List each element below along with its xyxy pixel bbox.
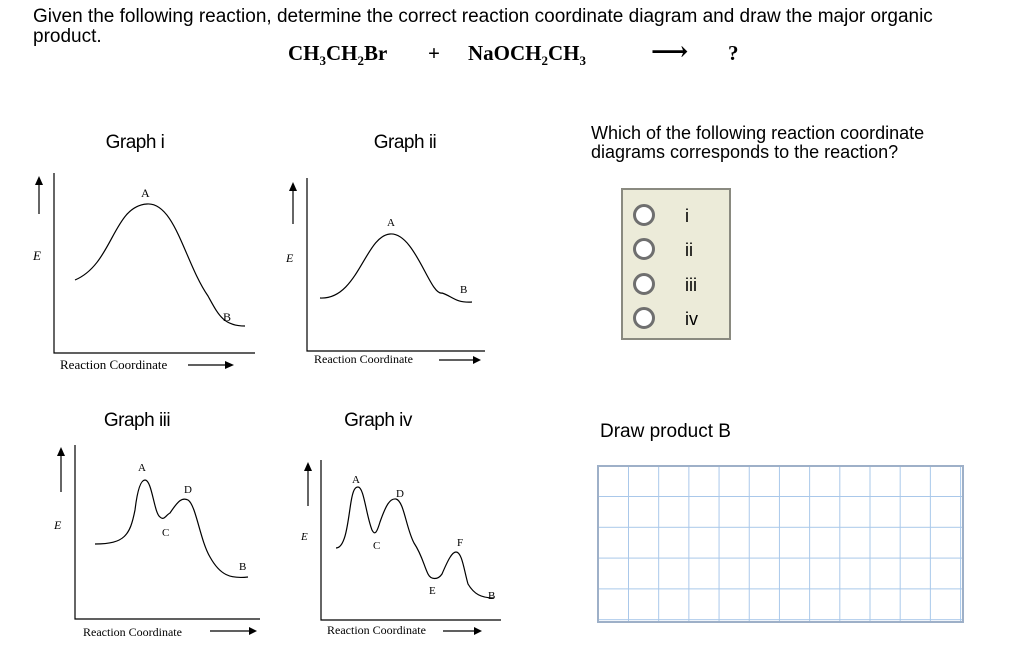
graph-i — [25, 168, 255, 383]
point-label: A — [387, 217, 395, 229]
point-label: C — [162, 527, 170, 539]
point-label: B — [239, 561, 247, 573]
point-label: A — [138, 462, 146, 474]
x-axis-label: Reaction Coordinate — [83, 625, 182, 639]
choice-prompt: Which of the following reaction coordinate diagrams corresponds to the reaction? — [591, 123, 925, 162]
reaction-arrow: ⟶ — [651, 37, 689, 66]
option-label: i — [685, 206, 689, 226]
option-ii[interactable] — [633, 238, 728, 264]
option-label: ii — [685, 240, 693, 260]
option-iv[interactable] — [633, 307, 728, 333]
answer-options — [621, 188, 731, 340]
graph-ii-title: Graph ii — [373, 132, 437, 153]
option-label: iv — [685, 309, 698, 329]
option-iii[interactable] — [633, 273, 728, 299]
point-label: B — [223, 310, 232, 324]
option-label: iii — [685, 275, 697, 295]
y-axis-label: E — [286, 251, 294, 265]
point-label: D — [396, 488, 404, 500]
drawing-canvas[interactable] — [597, 465, 964, 623]
draw-product-label: Draw product B — [600, 421, 731, 442]
graph-iii — [50, 445, 270, 645]
radio-button[interactable] — [633, 273, 655, 295]
point-label: B — [460, 284, 468, 296]
point-label: F — [457, 537, 464, 549]
point-label: A — [141, 186, 150, 200]
unknown-product: ? — [728, 41, 739, 65]
option-i[interactable] — [633, 204, 728, 230]
graph-iv — [296, 460, 511, 645]
y-axis-label: E — [54, 518, 62, 532]
question-text: Given the following reaction, determine the correct reaction coordinate diagram and draw the major organic product. — [33, 6, 933, 47]
plus-sign: + — [428, 41, 440, 65]
y-axis-label: E — [301, 531, 308, 543]
x-axis-label: Reaction Coordinate — [314, 352, 413, 366]
graph-i-title: Graph i — [105, 132, 165, 153]
graph-ii — [280, 178, 490, 378]
radio-button[interactable] — [633, 238, 655, 260]
point-label: A — [352, 474, 360, 486]
x-axis-label: Reaction Coordinate — [327, 623, 426, 637]
reactant-1: $CH_3CH_2Br$ — [288, 41, 388, 69]
radio-button[interactable] — [633, 307, 655, 329]
x-axis-label: Reaction Coordinate — [60, 357, 168, 372]
point-label: D — [184, 484, 192, 496]
graph-iii-title: Graph iii — [103, 410, 171, 431]
y-axis-label: E — [33, 248, 41, 263]
point-label: C — [373, 540, 381, 552]
point-label: E — [429, 585, 436, 597]
radio-button[interactable] — [633, 204, 655, 226]
point-label: B — [488, 590, 496, 602]
graph-iv-title: Graph iv — [344, 410, 412, 431]
reactant-2: $NaOCH_2CH_3$ — [468, 41, 586, 69]
